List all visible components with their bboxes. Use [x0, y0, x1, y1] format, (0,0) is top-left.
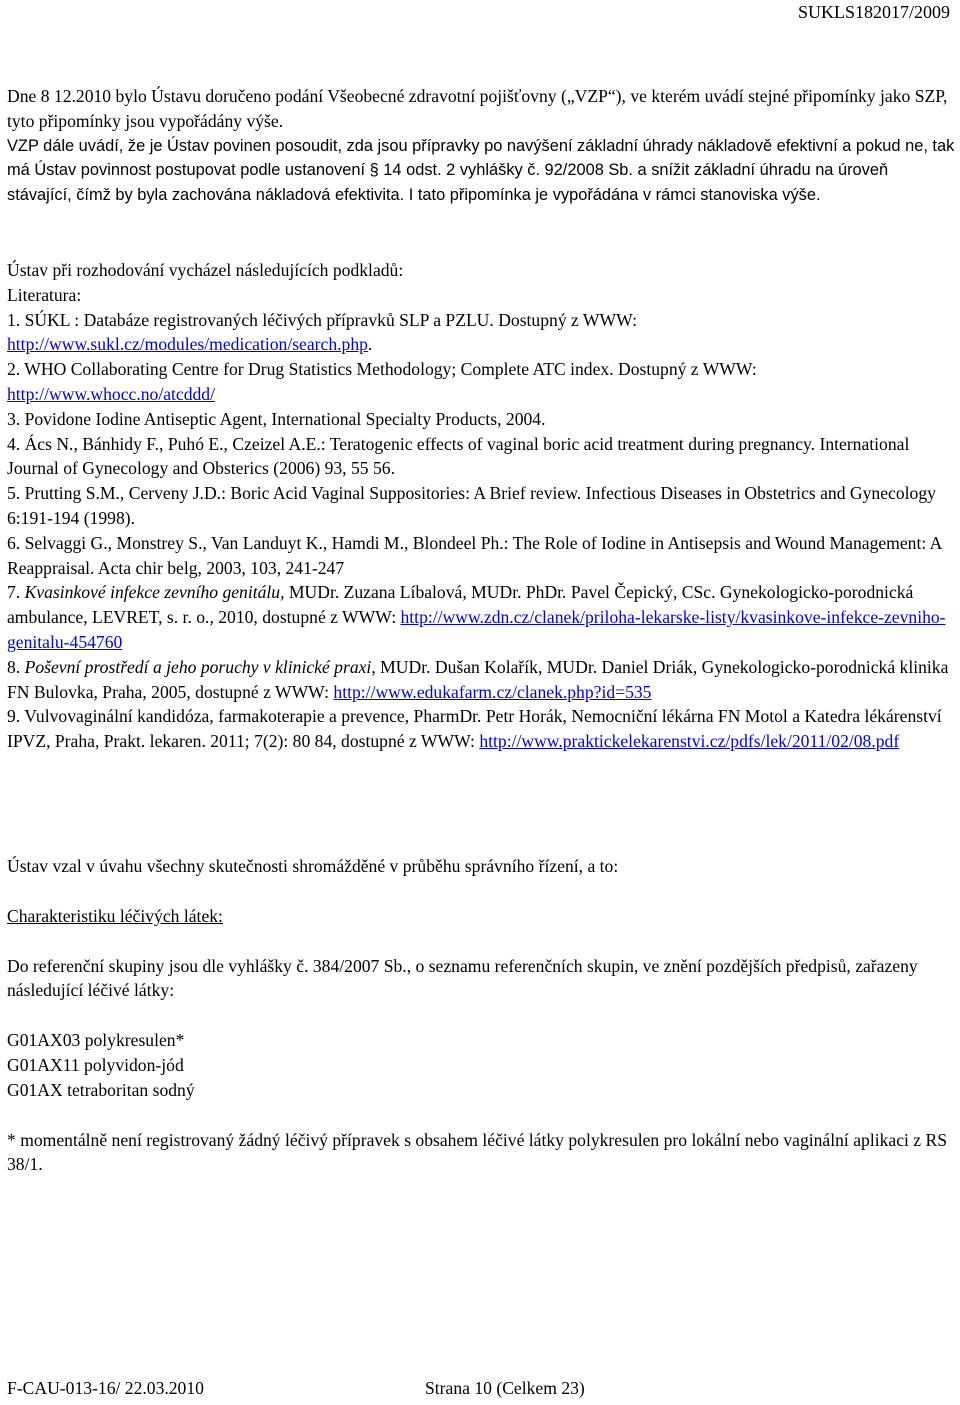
- footnote: * momentálně není registrovaný žádný léčivý přípravek s obsahem léčivé látky polykresulen pro lokální nebo vaginální aplikaci z RS 38/1.: [7, 1129, 948, 1175]
- reference-6: 6. Selvaggi G., Monstrey S., Van Landuyt K., Hamdi M., Blondeel Ph.: The Role of Iodine in Antisepsis and Wound Management: A Reappraisal. Acta chir belg, 2003, 103, 241-247: [7, 532, 942, 578]
- sources-heading: Ústav při rozhodování vycházel následujících podkladů:: [7, 259, 404, 280]
- literature-label: Literatura:: [7, 284, 82, 305]
- reference-9: [7, 704, 957, 754]
- reference-8-link[interactable]: http://www.edukafarm.cz/clanek.php?id=535: [333, 681, 652, 702]
- form-id: F-CAU-013-16/ 22.03.2010: [7, 1378, 204, 1398]
- reference-7-title: Kvasinkové infekce zevního genitálu,: [24, 582, 285, 603]
- reference-7-number: 7.: [7, 582, 25, 603]
- intro-paragraph-1: Dne 8 12.2010 bylo Ústavu doručeno podání Všeobecné zdravotní pojišťovny („VZP“), ve kterém uvádí stejné připomínky jako SZP, tyto připomínky jsou vypořádány výše.: [7, 86, 948, 131]
- page-number: Strana 10 (Celkem 23): [425, 1378, 585, 1398]
- reference-2-link[interactable]: http://www.whocc.no/atcddd/: [7, 383, 215, 404]
- reference-1-end: .: [367, 334, 373, 355]
- reference-1: [7, 308, 957, 358]
- reference-9-text: 9. Vulvovaginální kandidóza, farmakoterapie a prevence, PharmDr. Petr Horák, Nemocniční lékárna FN Motol a Katedra lékárenství IPVZ, Praha, Prakt. lekaren. 2011; 7(2): 80 84, dostupné z WWW:: [7, 706, 942, 752]
- substance-item: G01AX03 polykresulen*: [7, 1030, 185, 1051]
- reference-8-number: 8.: [7, 656, 25, 677]
- reference-8-text: MUDr. Dušan Kolařík, MUDr. Daniel Driák, Gynekologicko-porodnická klinika FN Bulovka, Praha, 2005, dostupné z WWW:: [7, 656, 949, 702]
- page-footer: [7, 1378, 585, 1399]
- reference-1-text: 1. SÚKL : Databáze registrovaných léčivých přípravků SLP a PZLU. Dostupný z WWW:: [7, 309, 637, 330]
- reference-9-link[interactable]: http://www.praktickelekarenstvi.cz/pdfs/lek/2011/02/08.pdf: [479, 731, 900, 752]
- reference-2: [7, 357, 957, 407]
- reference-4: 4. Ács N., Bánhidy F., Puhó E., Czeizel A.E.: Teratogenic effects of vaginal boric acid treatment during pregnancy. International Journal of Gynecology and Obsterics (2006) 93, 55 56.: [7, 433, 910, 479]
- considered-statement: Ústav vzal v úvahu všechny skutečnosti shromážděné v průběhu správního řízení, a to:: [7, 855, 619, 876]
- substance-item: G01AX11 polyvidon-jód: [7, 1054, 184, 1075]
- reference-1-link[interactable]: http://www.sukl.cz/modules/medication/search.php: [7, 334, 368, 355]
- characteristics-text: Do referenční skupiny jsou dle vyhlášky č. 384/2007 Sb., o seznamu referenčních skupin, ve znění pozdějších předpisů, zařazeny následující léčivé látky:: [7, 955, 918, 1001]
- reference-3: 3. Povidone Iodine Antiseptic Agent, International Specialty Products, 2004.: [7, 408, 546, 429]
- reference-5: 5. Prutting S.M., Cerveny J.D.: Boric Acid Vaginal Suppositories: A Brief review. Infectious Diseases in Obstetrics and Gynecology 6:191-194 (1998).: [7, 483, 936, 528]
- reference-8-title: Poševní prostředí a jeho poruchy v klinické praxi,: [24, 656, 376, 677]
- reference-7: [7, 580, 957, 654]
- reference-7-text: MUDr. Zuzana Líbalová, MUDr. PhDr. Pavel Čepický, CSc. Gynekologicko-porodnická ambulance, LEVRET, s. r. o., 2010, dostupné z WWW:: [7, 582, 914, 628]
- substance-item: G01AX tetraboritan sodný: [7, 1079, 195, 1100]
- intro-paragraph-2: VZP dále uvádí, že je Ústav povinen posoudit, zda jsou přípravky po navýšení základní úhrady nákladově efektivní a pokud ne, tak má Ústav povinnost postupovat podle ustanovení § 14 odst. 2 vyhlášky č. 92/2008 Sb. a snížit základní úhradu na úroveň stávající, čímž by byla zachována nákladová efektivita. I tato připomínka je vypořádána v rámci stanoviska výše.: [7, 136, 955, 205]
- characteristics-heading: Charakteristiku léčivých látek:: [7, 905, 223, 926]
- reference-8: [7, 655, 957, 705]
- reference-2-text: 2. WHO Collaborating Centre for Drug Statistics Methodology; Complete ATC index. Dostupný z WWW:: [7, 359, 757, 380]
- reference-7-link[interactable]: http://www.zdn.cz/clanek/priloha-lekarske-listy/kvasinkove-infekce-zevniho-genitalu-454760: [7, 607, 946, 652]
- document-body: [7, 84, 957, 1177]
- document-reference: SUKLS182017/2009: [797, 2, 950, 22]
